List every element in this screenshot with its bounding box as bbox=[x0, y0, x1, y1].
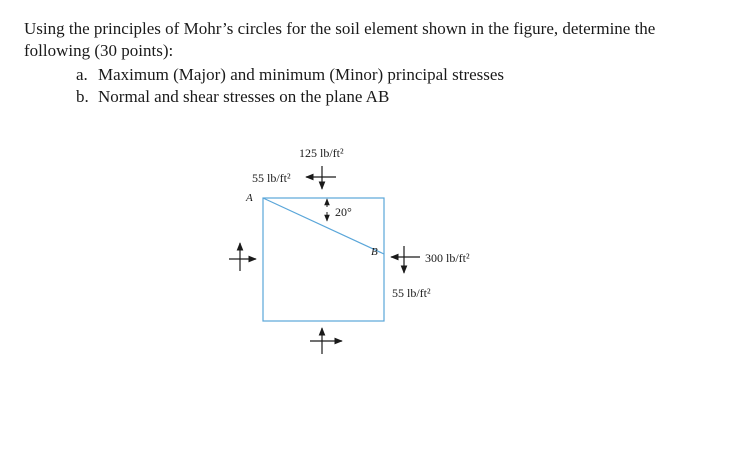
top-shear-stress-label: 55 lb/ft² bbox=[252, 171, 291, 185]
right-face-stress-arrows bbox=[391, 246, 420, 273]
point-b-label: B bbox=[371, 246, 378, 258]
right-normal-stress-label: 300 lb/ft² bbox=[425, 251, 470, 265]
point-a-label: A bbox=[246, 192, 253, 204]
question-item-b-text: Normal and shear stresses on the plane AB bbox=[98, 87, 390, 106]
bottom-face-stress-arrows bbox=[310, 328, 342, 354]
question-item-b-marker: b. bbox=[76, 87, 89, 106]
right-shear-stress-label: 55 lb/ft² bbox=[392, 286, 431, 300]
question-item-a-text: Maximum (Major) and minimum (Minor) principal stresses bbox=[98, 65, 505, 84]
angle-label: 20° bbox=[335, 205, 352, 219]
top-normal-stress-label: 125 lb/ft² bbox=[299, 146, 344, 160]
plane-ab-line bbox=[263, 198, 384, 254]
left-face-stress-arrows bbox=[229, 243, 256, 271]
question-item-a-marker: a. bbox=[76, 65, 88, 84]
soil-element-square bbox=[263, 198, 384, 321]
top-face-stress-arrows bbox=[306, 166, 336, 189]
question-intro: Using the principles of Mohr’s circles for the soil element shown in the figure, determine the following (30 points): bbox=[24, 19, 656, 60]
